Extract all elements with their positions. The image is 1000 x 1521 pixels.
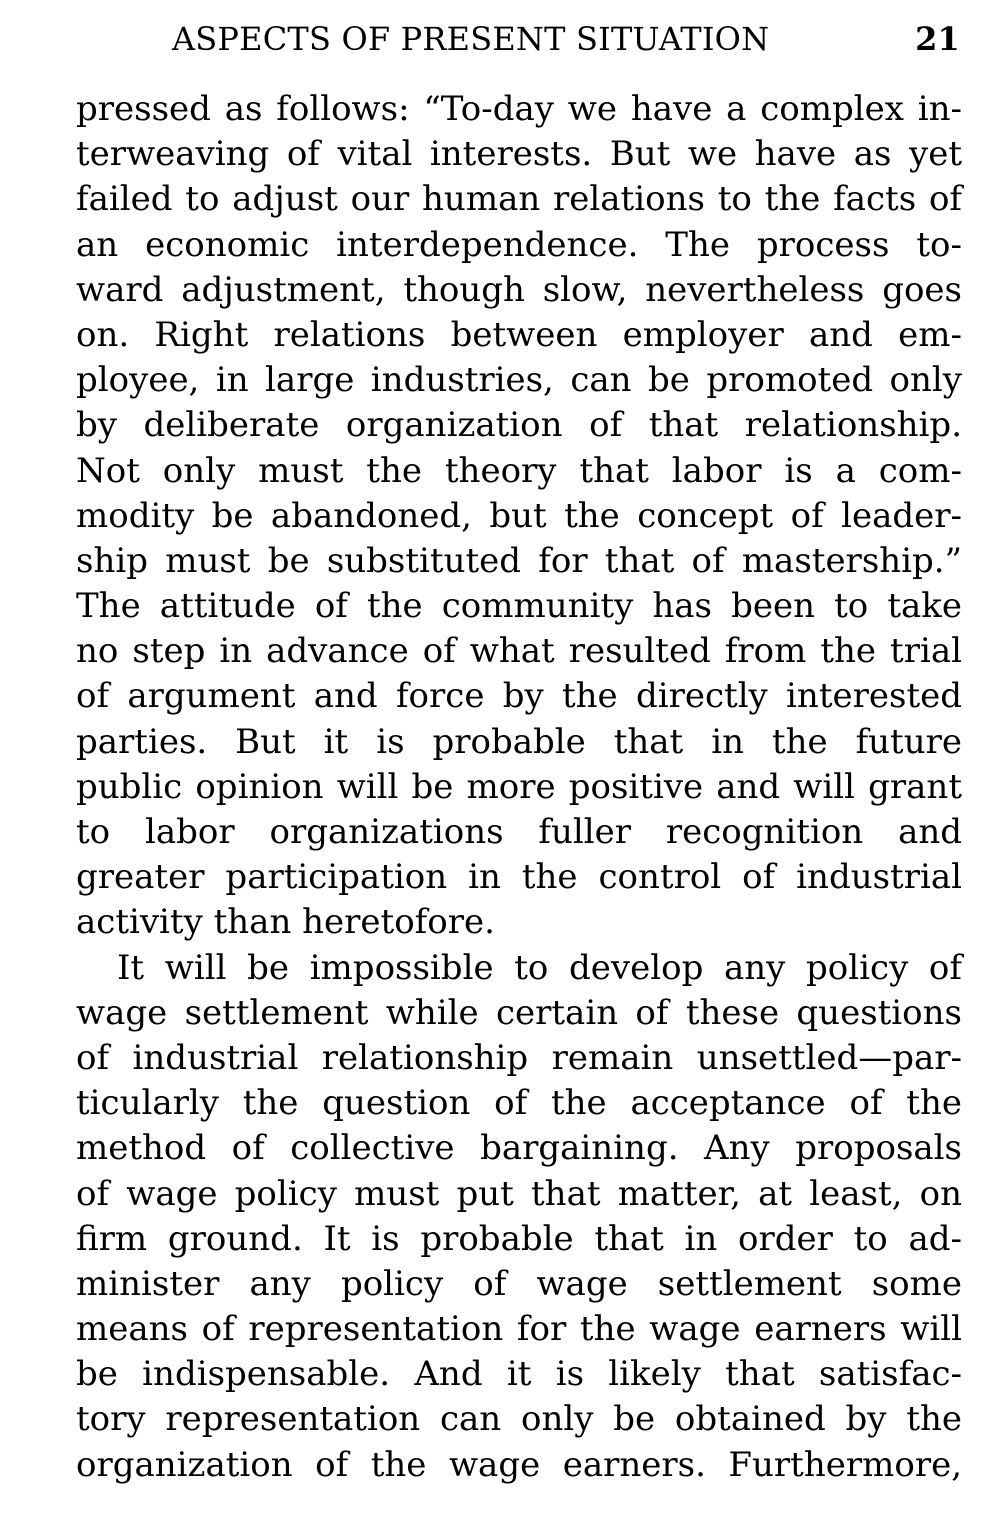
text-line: an economic interdependence. The process to-: [76, 224, 962, 265]
text-line: Not only must the theory that labor is a com-: [76, 450, 962, 491]
text-line: of wage policy must put that matter, at least, on: [76, 1173, 962, 1214]
text-line: be indispensable. And it is likely that satisfac-: [76, 1354, 962, 1395]
text-line: pressed as follows: “To-day we have a complex in-: [76, 89, 962, 129]
text-line: on. Right relations between employer and em-: [76, 314, 962, 355]
text-line: firm ground. It is probable that in order to ad-: [76, 1218, 962, 1259]
text-line: of argument and force by the directly interested: [76, 676, 962, 717]
text-line: failed to adjust our human relations to the facts of: [76, 179, 962, 220]
text-line: The attitude of the community has been to take: [76, 586, 962, 627]
text-line: minister any policy of wage settlement some: [76, 1263, 962, 1304]
text-line: parties. But it is probable that in the future: [76, 721, 962, 762]
paragraph-wage-settlement: [76, 946, 962, 1488]
text-line: greater participation in the control of industrial: [76, 857, 962, 898]
text-line: ticularly the question of the acceptance of the: [76, 1083, 962, 1124]
text-line: modity be abandoned, but the concept of leader-: [76, 495, 962, 536]
text-line: activity than heretofore.: [76, 902, 495, 943]
text-line: terweaving of vital interests. But we have as yet: [76, 134, 962, 175]
text-line: no step in advance of what resulted from the trial: [76, 631, 962, 672]
text-line: It will be impossible to develop any policy of: [117, 947, 962, 988]
text-line: wage settlement while certain of these questions: [76, 992, 962, 1033]
text-line: organization of the wage earners. Furthermore,: [76, 1444, 962, 1485]
text-line: tory representation can only be obtained by the: [76, 1399, 962, 1440]
running-head: [172, 14, 960, 64]
text-line: by deliberate organization of that relationship.: [76, 405, 962, 446]
body-text: [76, 87, 962, 1488]
running-title: ASPECTS OF PRESENT SITUATION: [172, 20, 770, 58]
text-line: means of representation for the wage earners will: [76, 1309, 962, 1350]
text-line: ward adjustment, though slow, nevertheless goes: [76, 269, 962, 310]
text-line: ployee, in large industries, can be promoted only: [76, 360, 962, 401]
text-line: to labor organizations fuller recognition and: [76, 812, 962, 852]
text-line: of industrial relationship remain unsettled—par-: [76, 1037, 962, 1078]
page-number: 21: [915, 20, 960, 58]
text-line: method of collective bargaining. Any proposals: [76, 1128, 962, 1169]
paragraph-continued-quote: [76, 87, 962, 946]
text-line: public opinion will be more positive and will grant: [76, 766, 962, 807]
text-line: ship must be substituted for that of mastership.”: [76, 540, 962, 581]
